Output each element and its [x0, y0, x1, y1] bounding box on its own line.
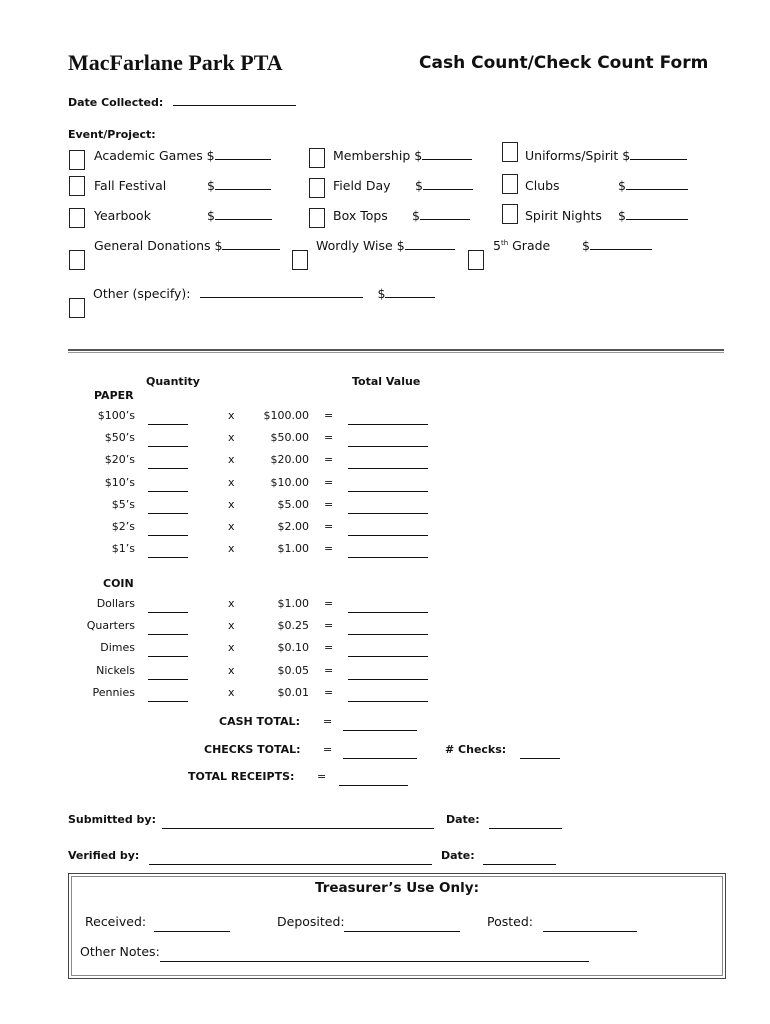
quantity-field[interactable]: [148, 543, 188, 562]
other-notes-label: Other Notes:: [80, 944, 160, 959]
multiply-sign: x: [228, 619, 235, 633]
equals-sign: =: [324, 409, 334, 422]
fall-festival-amount-group: [207, 178, 271, 193]
membership-amount[interactable]: [422, 148, 472, 160]
denomination-label: $50’s: [104, 431, 135, 445]
paper-label: PAPER: [94, 389, 134, 402]
event-project-label: Event/Project:: [68, 128, 156, 141]
dollar-sign: $: [412, 208, 420, 223]
verified-date-label: Date:: [441, 849, 475, 862]
uniforms-spirit-label: Uniforms/Spirit $: [525, 148, 631, 163]
verified-by-label: Verified by:: [68, 849, 140, 862]
fall-festival-checkbox[interactable]: [69, 176, 85, 196]
field-day-checkbox[interactable]: [309, 178, 325, 198]
wordly-wise-item: [316, 238, 455, 253]
total-value-field[interactable]: [348, 665, 428, 684]
denomination-label: $100’s: [97, 409, 135, 422]
quantity-field[interactable]: [148, 665, 188, 684]
denomination-value: $50.00: [270, 431, 309, 445]
dollar-sign: $: [207, 178, 215, 193]
clubs-amount[interactable]: [626, 178, 688, 190]
section-divider: [68, 349, 724, 351]
quantity-field[interactable]: [148, 598, 188, 617]
other-specify-field[interactable]: [200, 286, 363, 298]
denomination-value: $0.05: [277, 663, 309, 677]
submitted-by-label: Submitted by:: [68, 813, 156, 826]
academic-games-item: [94, 148, 271, 163]
other-label: Other (specify):: [93, 286, 191, 301]
fall-festival-amount[interactable]: [215, 178, 271, 190]
total-value-field[interactable]: [348, 642, 428, 661]
quantity-field[interactable]: [148, 620, 188, 639]
posted-field[interactable]: [543, 917, 637, 936]
fifth-grade-amount-group: [582, 238, 652, 253]
fifth-grade-text: Grade: [508, 238, 551, 253]
quantity-field[interactable]: [148, 521, 188, 540]
equals-sign: =: [324, 453, 334, 467]
submitted-date-label: Date:: [446, 813, 480, 826]
fifth-grade-label: [493, 238, 550, 253]
fifth-grade-checkbox[interactable]: [468, 250, 484, 270]
multiply-sign: x: [228, 685, 235, 699]
general-donations-checkbox[interactable]: [69, 250, 85, 270]
field-day-amount[interactable]: [423, 178, 473, 190]
denomination-value: $1.00: [277, 597, 309, 610]
denomination-value: $0.25: [277, 619, 309, 633]
field-day-label: Field Day: [333, 178, 391, 193]
denomination-label: $20’s: [104, 453, 135, 467]
academic-games-amount[interactable]: [215, 148, 271, 160]
clubs-label: Clubs: [525, 178, 560, 193]
equals-sign: =: [324, 520, 334, 533]
cash-total-field[interactable]: [343, 716, 417, 735]
denomination-value: $20.00: [270, 453, 309, 467]
verified-by-field[interactable]: [149, 850, 432, 869]
denomination-label: $1’s: [111, 542, 135, 556]
dollar-sign: $: [582, 238, 590, 253]
wordly-wise-amount[interactable]: [405, 238, 455, 250]
multiply-sign: x: [228, 520, 235, 533]
equals-sign: =: [324, 542, 334, 556]
submitted-by-field[interactable]: [162, 814, 434, 833]
uniforms-spirit-item: [525, 148, 687, 163]
equals-sign: =: [324, 475, 334, 489]
multiply-sign: x: [228, 453, 235, 467]
equals-sign: =: [324, 641, 334, 655]
denomination-value: $10.00: [270, 475, 309, 489]
general-donations-label: General Donations $: [94, 238, 223, 253]
dollar-sign: $: [618, 178, 626, 193]
denomination-value: $0.01: [277, 685, 309, 699]
cash-total-label: CASH TOTAL:: [219, 715, 300, 728]
quantity-field[interactable]: [148, 687, 188, 706]
equals-sign: =: [324, 685, 334, 699]
coin-label: COIN: [103, 577, 134, 590]
box-tops-amount[interactable]: [420, 208, 470, 220]
quantity-header: Quantity: [146, 375, 200, 388]
denomination-value: $0.10: [277, 641, 309, 655]
membership-item: [333, 148, 472, 163]
multiply-sign: x: [228, 409, 235, 422]
general-donations-item: [94, 238, 280, 253]
denomination-value: $5.00: [277, 497, 309, 511]
received-label: Received:: [85, 914, 147, 929]
denomination-label: Dollars: [96, 597, 135, 610]
yearbook-amount[interactable]: [215, 208, 272, 220]
equals-sign: =: [317, 770, 327, 783]
wordly-wise-checkbox[interactable]: [292, 250, 308, 270]
multiply-sign: x: [228, 641, 235, 655]
treasurer-title: Treasurer’s Use Only:: [315, 880, 479, 896]
denomination-label: Dimes: [100, 641, 135, 655]
date-collected-text: Date Collected:: [68, 96, 164, 109]
denomination-value: $1.00: [277, 542, 309, 556]
total-value-header: Total Value: [352, 375, 421, 388]
equals-sign: =: [324, 497, 334, 511]
spirit-nights-checkbox[interactable]: [502, 204, 518, 224]
other-checkbox[interactable]: [69, 298, 85, 318]
spirit-nights-label: Spirit Nights: [525, 208, 602, 223]
denomination-label: $5’s: [111, 497, 135, 511]
academic-games-checkbox[interactable]: [69, 150, 85, 170]
posted-label: Posted:: [487, 914, 533, 929]
fifth-grade-amount[interactable]: [590, 238, 652, 250]
equals-sign: =: [324, 431, 334, 445]
total-receipts-field[interactable]: [339, 771, 408, 790]
date-collected-label: [68, 94, 296, 109]
organization-title: MacFarlane Park PTA: [68, 50, 283, 75]
quantity-field[interactable]: [148, 410, 188, 429]
quantity-field[interactable]: [148, 499, 188, 518]
clubs-amount-group: [618, 178, 688, 193]
yearbook-checkbox[interactable]: [69, 208, 85, 228]
equals-sign: =: [323, 743, 333, 756]
spirit-nights-amount[interactable]: [626, 208, 688, 220]
deposited-label: Deposited:: [277, 914, 345, 929]
total-value-field[interactable]: [348, 687, 428, 706]
denomination-label: $2’s: [111, 520, 135, 533]
multiply-sign: x: [228, 497, 235, 511]
multiply-sign: x: [228, 542, 235, 556]
received-field[interactable]: [154, 917, 230, 936]
equals-sign: =: [323, 715, 333, 728]
denomination-label: Pennies: [92, 685, 135, 699]
dollar-sign: $: [377, 286, 386, 301]
equals-sign: =: [324, 619, 334, 633]
yearbook-amount-group: [207, 208, 272, 223]
other-item: [93, 286, 435, 301]
membership-checkbox[interactable]: [309, 148, 325, 168]
fifth-grade-superscript: th: [500, 238, 509, 247]
total-value-field[interactable]: [348, 432, 428, 451]
wordly-wise-label: Wordly Wise $: [316, 238, 405, 253]
dollar-sign: $: [415, 178, 423, 193]
total-value-field[interactable]: [348, 521, 428, 540]
denomination-label: $10’s: [104, 475, 135, 489]
section-divider-shadow: [68, 352, 724, 353]
dollar-sign: $: [207, 208, 215, 223]
denomination-value: $100.00: [263, 409, 309, 422]
checks-total-field[interactable]: [343, 744, 417, 763]
num-checks-label: # Checks:: [445, 743, 507, 756]
denomination-value: $2.00: [277, 520, 309, 533]
box-tops-checkbox[interactable]: [309, 208, 325, 228]
multiply-sign: x: [228, 663, 235, 677]
total-value-field[interactable]: [348, 477, 428, 496]
form-title: Cash Count/Check Count Form: [419, 53, 709, 73]
uniforms-spirit-checkbox[interactable]: [502, 142, 518, 162]
total-receipts-label: TOTAL RECEIPTS:: [188, 770, 295, 783]
uniforms-spirit-amount[interactable]: [630, 148, 687, 160]
multiply-sign: x: [228, 431, 235, 445]
box-tops-amount-group: [412, 208, 470, 223]
denomination-label: Quarters: [86, 619, 135, 633]
quantity-field[interactable]: [148, 432, 188, 451]
multiply-sign: x: [228, 597, 235, 610]
membership-label: Membership $: [333, 148, 423, 163]
fall-festival-label: Fall Festival: [94, 178, 167, 193]
general-donations-amount[interactable]: [222, 238, 280, 250]
submitted-date-field[interactable]: [489, 814, 562, 833]
other-amount[interactable]: [385, 286, 435, 298]
box-tops-label: Box Tops: [333, 208, 388, 223]
yearbook-label: Yearbook: [94, 208, 151, 223]
total-value-field[interactable]: [348, 620, 428, 639]
equals-sign: =: [324, 597, 334, 610]
quantity-field[interactable]: [148, 642, 188, 661]
fifth-grade-number: 5: [493, 238, 501, 253]
total-value-field[interactable]: [348, 410, 428, 429]
deposited-field[interactable]: [344, 917, 460, 936]
num-checks-field[interactable]: [520, 744, 560, 763]
verified-date-field[interactable]: [483, 850, 556, 869]
quantity-field[interactable]: [148, 454, 188, 473]
multiply-sign: x: [228, 475, 235, 489]
other-notes-field[interactable]: [160, 947, 589, 966]
spirit-nights-amount-group: [618, 208, 688, 223]
total-value-field[interactable]: [348, 499, 428, 518]
dollar-sign: $: [618, 208, 626, 223]
denomination-label: Nickels: [96, 663, 135, 677]
total-value-field[interactable]: [348, 598, 428, 617]
total-value-field[interactable]: [348, 543, 428, 562]
checks-total-label: CHECKS TOTAL:: [204, 743, 301, 756]
clubs-checkbox[interactable]: [502, 174, 518, 194]
academic-games-label: Academic Games $: [94, 148, 215, 163]
date-collected-field[interactable]: [173, 94, 296, 106]
field-day-amount-group: [415, 178, 473, 193]
total-value-field[interactable]: [348, 454, 428, 473]
equals-sign: =: [324, 663, 334, 677]
quantity-field[interactable]: [148, 477, 188, 496]
